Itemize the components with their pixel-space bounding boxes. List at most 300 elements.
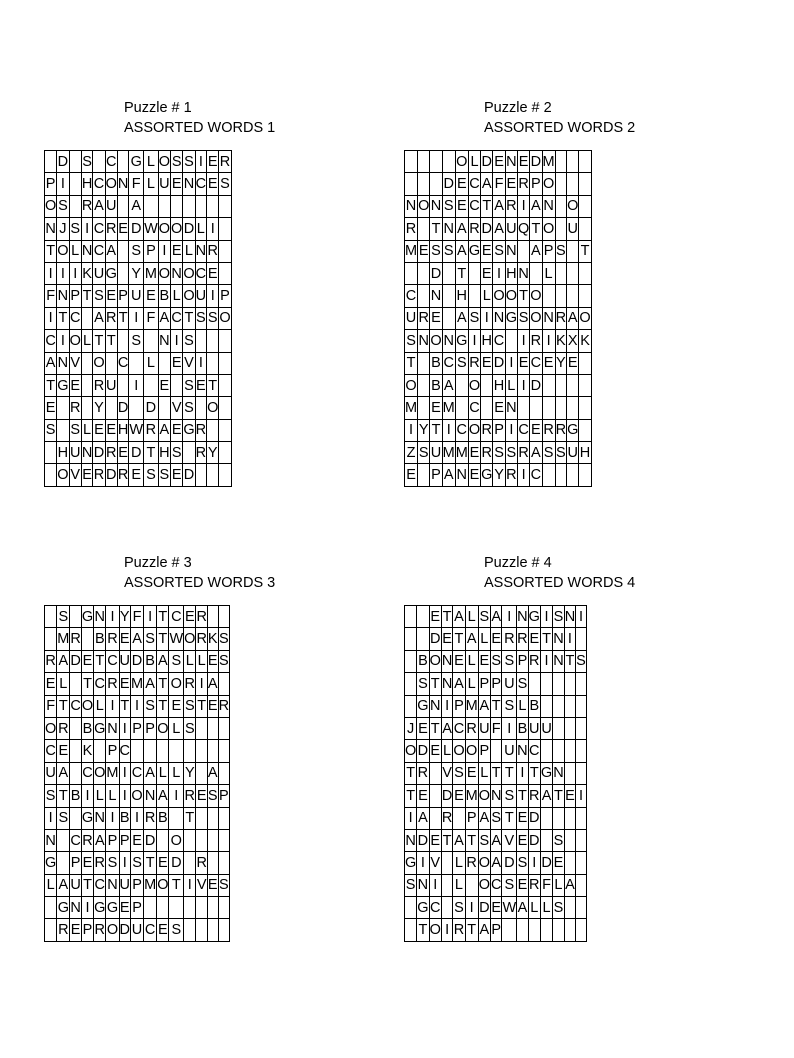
grid-cell: R [555, 307, 566, 329]
grid-cell: I [505, 419, 517, 441]
grid-cell: O [505, 285, 517, 307]
grid-cell [219, 240, 231, 262]
grid-cell: S [57, 606, 70, 628]
grid-cell: A [94, 829, 106, 851]
grid-cell: A [453, 606, 465, 628]
grid-cell: E [105, 419, 117, 441]
grid-cell: A [490, 829, 501, 851]
grid-cell: L [144, 173, 159, 195]
grid-cell: U [502, 673, 517, 695]
grid-cell: I [517, 330, 529, 352]
grid-cell: S [517, 673, 528, 695]
grid-cell: E [430, 307, 442, 329]
grid-cell: S [430, 240, 442, 262]
grid-cell [69, 173, 81, 195]
grid-row [45, 919, 230, 941]
grid-cell: P [478, 740, 490, 762]
grid-cell [117, 240, 128, 262]
grid-cell: A [207, 762, 218, 784]
grid-cell: S [129, 330, 144, 352]
grid-cell: A [530, 442, 542, 464]
grid-cell [576, 695, 587, 717]
grid-cell [207, 606, 218, 628]
grid-cell [196, 717, 207, 739]
grid-cell: S [493, 240, 505, 262]
grid-cell [405, 262, 418, 284]
grid-cell: N [171, 262, 183, 284]
grid-row [405, 397, 592, 419]
grid-cell: P [453, 695, 465, 717]
grid-cell: O [478, 852, 490, 874]
grid-cell: H [57, 442, 69, 464]
grid-cell [70, 807, 81, 829]
grid-cell [567, 151, 579, 173]
grid-row [405, 307, 592, 329]
grid-cell: H [579, 442, 591, 464]
grid-cell: A [567, 307, 579, 329]
grid-cell: P [219, 285, 231, 307]
grid-cell: O [207, 397, 219, 419]
grid-cell [430, 151, 442, 173]
word-search-grid [44, 605, 230, 942]
grid-cell: D [530, 151, 542, 173]
grid-cell: R [184, 673, 196, 695]
grid-cell: C [45, 740, 57, 762]
grid-cell [57, 397, 69, 419]
grid-cell: C [117, 352, 128, 374]
grid-cell: F [490, 717, 501, 739]
grid-cell: P [131, 874, 144, 896]
grid-cell [542, 397, 555, 419]
grid-cell: S [218, 628, 229, 650]
grid-cell: U [70, 874, 81, 896]
grid-cell: B [94, 628, 106, 650]
grid-cell [207, 352, 219, 374]
grid-cell: G [105, 262, 117, 284]
grid-cell: M [455, 442, 468, 464]
grid-cell: N [195, 240, 206, 262]
grid-row [405, 352, 592, 374]
grid-cell [57, 419, 69, 441]
grid-cell [418, 397, 430, 419]
grid-cell [144, 195, 159, 217]
grid-cell: O [81, 695, 93, 717]
grid-cell: C [131, 762, 144, 784]
puzzle-title: ASSORTED WORDS 3 [124, 575, 276, 591]
grid-cell: P [490, 673, 501, 695]
grid-cell: D [93, 442, 105, 464]
grid-cell: E [517, 807, 528, 829]
grid-cell: O [465, 740, 478, 762]
grid-cell: I [106, 807, 119, 829]
grid-cell: R [468, 218, 480, 240]
grid-cell: N [144, 785, 157, 807]
grid-cell: Q [517, 218, 529, 240]
grid-cell: D [169, 852, 184, 874]
grid-cell: R [555, 419, 566, 441]
grid-cell: N [455, 464, 468, 486]
grid-cell: I [81, 218, 92, 240]
grid-cell [219, 374, 231, 396]
grid-cell: R [528, 874, 540, 896]
grid-cell: S [171, 442, 183, 464]
grid-cell: N [94, 606, 106, 628]
grid-cell: R [105, 307, 117, 329]
grid-cell: C [105, 151, 117, 173]
grid-cell: O [453, 740, 465, 762]
grid-cell [70, 740, 81, 762]
grid-cell [579, 374, 591, 396]
grid-cell: F [45, 285, 57, 307]
grid-cell [465, 874, 478, 896]
grid-cell: E [542, 352, 555, 374]
grid-cell: S [169, 919, 184, 941]
grid-cell: T [502, 807, 517, 829]
grid-cell: B [417, 650, 429, 672]
grid-cell: I [169, 785, 184, 807]
grid-cell [218, 919, 229, 941]
grid-row [405, 442, 592, 464]
grid-cell: V [69, 352, 81, 374]
grid-cell: B [430, 374, 442, 396]
grid-cell: E [105, 285, 117, 307]
grid-cell: B [119, 807, 130, 829]
grid-cell [564, 673, 575, 695]
grid-cell [502, 919, 517, 941]
grid-row [45, 673, 230, 695]
grid-cell: U [93, 262, 105, 284]
grid-cell: C [455, 419, 468, 441]
grid-row [405, 464, 592, 486]
grid-cell: U [502, 740, 517, 762]
grid-cell: I [106, 695, 119, 717]
grid-cell: A [57, 650, 70, 672]
grid-cell [418, 352, 430, 374]
grid-cell: L [144, 151, 159, 173]
grid-cell: T [502, 762, 517, 784]
grid-cell: V [171, 397, 183, 419]
grid-cell [455, 397, 468, 419]
grid-cell: I [468, 330, 480, 352]
grid-cell [468, 285, 480, 307]
grid-cell [207, 919, 218, 941]
grid-cell: G [81, 807, 93, 829]
grid-cell: D [129, 218, 144, 240]
grid-cell [157, 829, 169, 851]
grid-cell: P [465, 807, 478, 829]
grid-cell [144, 374, 159, 396]
grid-row [45, 307, 232, 329]
grid-cell: T [441, 829, 452, 851]
grid-cell: L [478, 628, 490, 650]
grid-cell [564, 807, 575, 829]
grid-cell: B [430, 352, 442, 374]
grid-cell: T [429, 717, 441, 739]
grid-cell: T [455, 262, 468, 284]
grid-cell: A [131, 628, 144, 650]
grid-cell: E [207, 173, 219, 195]
grid-cell: I [441, 695, 452, 717]
grid-cell: A [157, 650, 169, 672]
grid-cell: S [219, 173, 231, 195]
grid-cell [207, 717, 218, 739]
grid-cell [579, 218, 591, 240]
grid-cell: S [555, 442, 566, 464]
grid-cell: V [69, 464, 81, 486]
grid-cell: U [131, 919, 144, 941]
grid-cell: D [105, 464, 117, 486]
grid-cell [45, 442, 57, 464]
grid-cell: E [70, 919, 81, 941]
grid-cell: C [69, 307, 81, 329]
grid-cell: S [478, 606, 490, 628]
grid-cell: E [481, 262, 493, 284]
grid-cell: T [157, 673, 169, 695]
grid-cell [553, 695, 564, 717]
grid-cell: S [183, 330, 195, 352]
grid-cell: O [468, 419, 480, 441]
grid-cell: N [553, 628, 564, 650]
grid-cell: S [144, 628, 157, 650]
grid-cell: E [453, 785, 465, 807]
grid-cell [184, 829, 196, 851]
grid-cell: T [93, 330, 105, 352]
grid-cell: O [567, 195, 579, 217]
grid-cell: I [576, 606, 587, 628]
grid-cell: L [195, 218, 206, 240]
grid-cell [540, 807, 552, 829]
grid-cell: E [157, 919, 169, 941]
grid-cell: I [542, 330, 555, 352]
grid-cell [505, 330, 517, 352]
grid-cell [555, 151, 566, 173]
grid-cell: A [530, 195, 542, 217]
grid-cell: L [184, 650, 196, 672]
grid-cell [405, 673, 417, 695]
grid-cell: T [429, 673, 441, 695]
grid-cell: O [105, 173, 117, 195]
grid-cell: O [530, 307, 542, 329]
grid-cell [45, 897, 57, 919]
word-search-grid [404, 150, 592, 487]
grid-cell [144, 330, 159, 352]
grid-cell [418, 218, 430, 240]
grid-cell [196, 762, 207, 784]
grid-cell [81, 374, 92, 396]
grid-cell: P [542, 240, 555, 262]
grid-cell: E [429, 740, 441, 762]
grid-row [45, 419, 232, 441]
grid-cell: E [207, 262, 219, 284]
grid-cell: O [169, 829, 184, 851]
grid-cell [542, 285, 555, 307]
grid-row [405, 240, 592, 262]
grid-cell: O [405, 740, 417, 762]
grid-cell: V [183, 352, 195, 374]
grid-cell: P [493, 419, 505, 441]
grid-cell: S [207, 785, 218, 807]
grid-cell [540, 673, 552, 695]
grid-cell: O [69, 330, 81, 352]
grid-cell: N [405, 195, 418, 217]
grid-cell: E [517, 151, 529, 173]
grid-cell [207, 330, 219, 352]
grid-cell: L [94, 695, 106, 717]
grid-cell: T [517, 785, 528, 807]
grid-cell: C [106, 650, 119, 672]
grid-cell: P [430, 464, 442, 486]
grid-cell: U [129, 285, 144, 307]
grid-cell: E [505, 173, 517, 195]
grid-cell [81, 352, 92, 374]
grid-cell [196, 919, 207, 941]
grid-cell [219, 352, 231, 374]
grid-cell: A [105, 240, 117, 262]
grid-cell: O [57, 464, 69, 486]
grid-cell: O [183, 285, 195, 307]
grid-cell: S [490, 807, 501, 829]
grid-cell: R [468, 352, 480, 374]
grid-cell: S [106, 852, 119, 874]
grid-cell: S [207, 307, 219, 329]
grid-cell: P [530, 173, 542, 195]
grid-cell: C [468, 397, 480, 419]
grid-cell: S [45, 419, 57, 441]
grid-cell: E [430, 397, 442, 419]
grid-cell: N [542, 195, 555, 217]
grid-cell: T [94, 650, 106, 672]
grid-cell: D [417, 829, 429, 851]
grid-row [45, 397, 232, 419]
grid-row [45, 717, 230, 739]
grid-cell: G [129, 151, 144, 173]
grid-cell: G [57, 897, 70, 919]
grid-cell: B [70, 785, 81, 807]
grid-cell: I [131, 695, 144, 717]
grid-cell: F [131, 606, 144, 628]
grid-row [45, 897, 230, 919]
grid-cell: N [183, 173, 195, 195]
grid-cell: S [442, 240, 455, 262]
grid-cell: R [105, 442, 117, 464]
grid-cell: U [45, 762, 57, 784]
grid-cell: U [69, 442, 81, 464]
grid-cell [429, 785, 441, 807]
grid-cell: L [171, 285, 183, 307]
grid-cell: E [169, 695, 184, 717]
word-search-grid [404, 605, 587, 942]
grid-cell: W [144, 218, 159, 240]
grid-cell: R [505, 195, 517, 217]
grid-cell [45, 628, 57, 650]
grid-cell: K [81, 262, 92, 284]
grid-cell: C [195, 262, 206, 284]
grid-cell: O [45, 717, 57, 739]
grid-cell: E [184, 606, 196, 628]
grid-cell [117, 195, 128, 217]
grid-row [45, 874, 230, 896]
grid-cell: R [517, 173, 529, 195]
grid-cell [429, 762, 441, 784]
grid-cell [567, 173, 579, 195]
grid-cell: G [567, 419, 579, 441]
grid-cell: R [57, 919, 70, 941]
grid-cell: I [517, 762, 528, 784]
grid-cell: A [57, 762, 70, 784]
grid-cell: S [442, 195, 455, 217]
grid-cell: A [465, 628, 478, 650]
grid-cell: I [57, 173, 69, 195]
grid-cell: T [579, 240, 591, 262]
grid-cell: R [528, 650, 540, 672]
grid-cell: S [131, 852, 144, 874]
grid-cell [553, 673, 564, 695]
grid-cell: K [207, 628, 218, 650]
grid-cell: M [542, 151, 555, 173]
grid-row [45, 852, 230, 874]
grid-cell [441, 874, 452, 896]
grid-cell [81, 307, 92, 329]
grid-cell [555, 262, 566, 284]
grid-cell: G [94, 897, 106, 919]
grid-cell [405, 151, 418, 173]
grid-cell: S [93, 285, 105, 307]
grid-cell: D [430, 262, 442, 284]
grid-cell: V [429, 852, 441, 874]
grid-cell: S [144, 695, 157, 717]
grid-cell [455, 374, 468, 396]
grid-cell: G [94, 717, 106, 739]
grid-cell [567, 374, 579, 396]
grid-cell: T [45, 240, 57, 262]
grid-cell [70, 673, 81, 695]
grid-cell: V [196, 874, 207, 896]
grid-cell: E [171, 240, 183, 262]
grid-cell: I [465, 897, 478, 919]
grid-row [405, 852, 587, 874]
grid-cell: A [453, 673, 465, 695]
grid-cell [131, 740, 144, 762]
grid-cell [405, 919, 417, 941]
grid-cell [45, 919, 57, 941]
grid-cell: T [490, 695, 501, 717]
grid-cell: I [528, 852, 540, 874]
grid-cell [564, 852, 575, 874]
grid-cell: N [517, 740, 528, 762]
grid-cell: I [158, 240, 170, 262]
grid-cell: T [81, 673, 93, 695]
grid-cell: C [94, 874, 106, 896]
grid-row [405, 419, 592, 441]
grid-cell: I [540, 650, 552, 672]
grid-cell: S [184, 717, 196, 739]
grid-cell: C [468, 195, 480, 217]
grid-cell: A [530, 240, 542, 262]
grid-cell: I [119, 762, 130, 784]
grid-cell [567, 240, 579, 262]
grid-cell: O [430, 330, 442, 352]
grid-cell: E [418, 240, 430, 262]
grid-cell: P [70, 852, 81, 874]
grid-cell: R [542, 419, 555, 441]
grid-cell: L [517, 695, 528, 717]
grid-cell: G [45, 852, 57, 874]
grid-cell [417, 606, 429, 628]
grid-cell: L [69, 240, 81, 262]
grid-cell: E [81, 852, 93, 874]
grid-cell: O [219, 307, 231, 329]
grid-row [45, 352, 232, 374]
